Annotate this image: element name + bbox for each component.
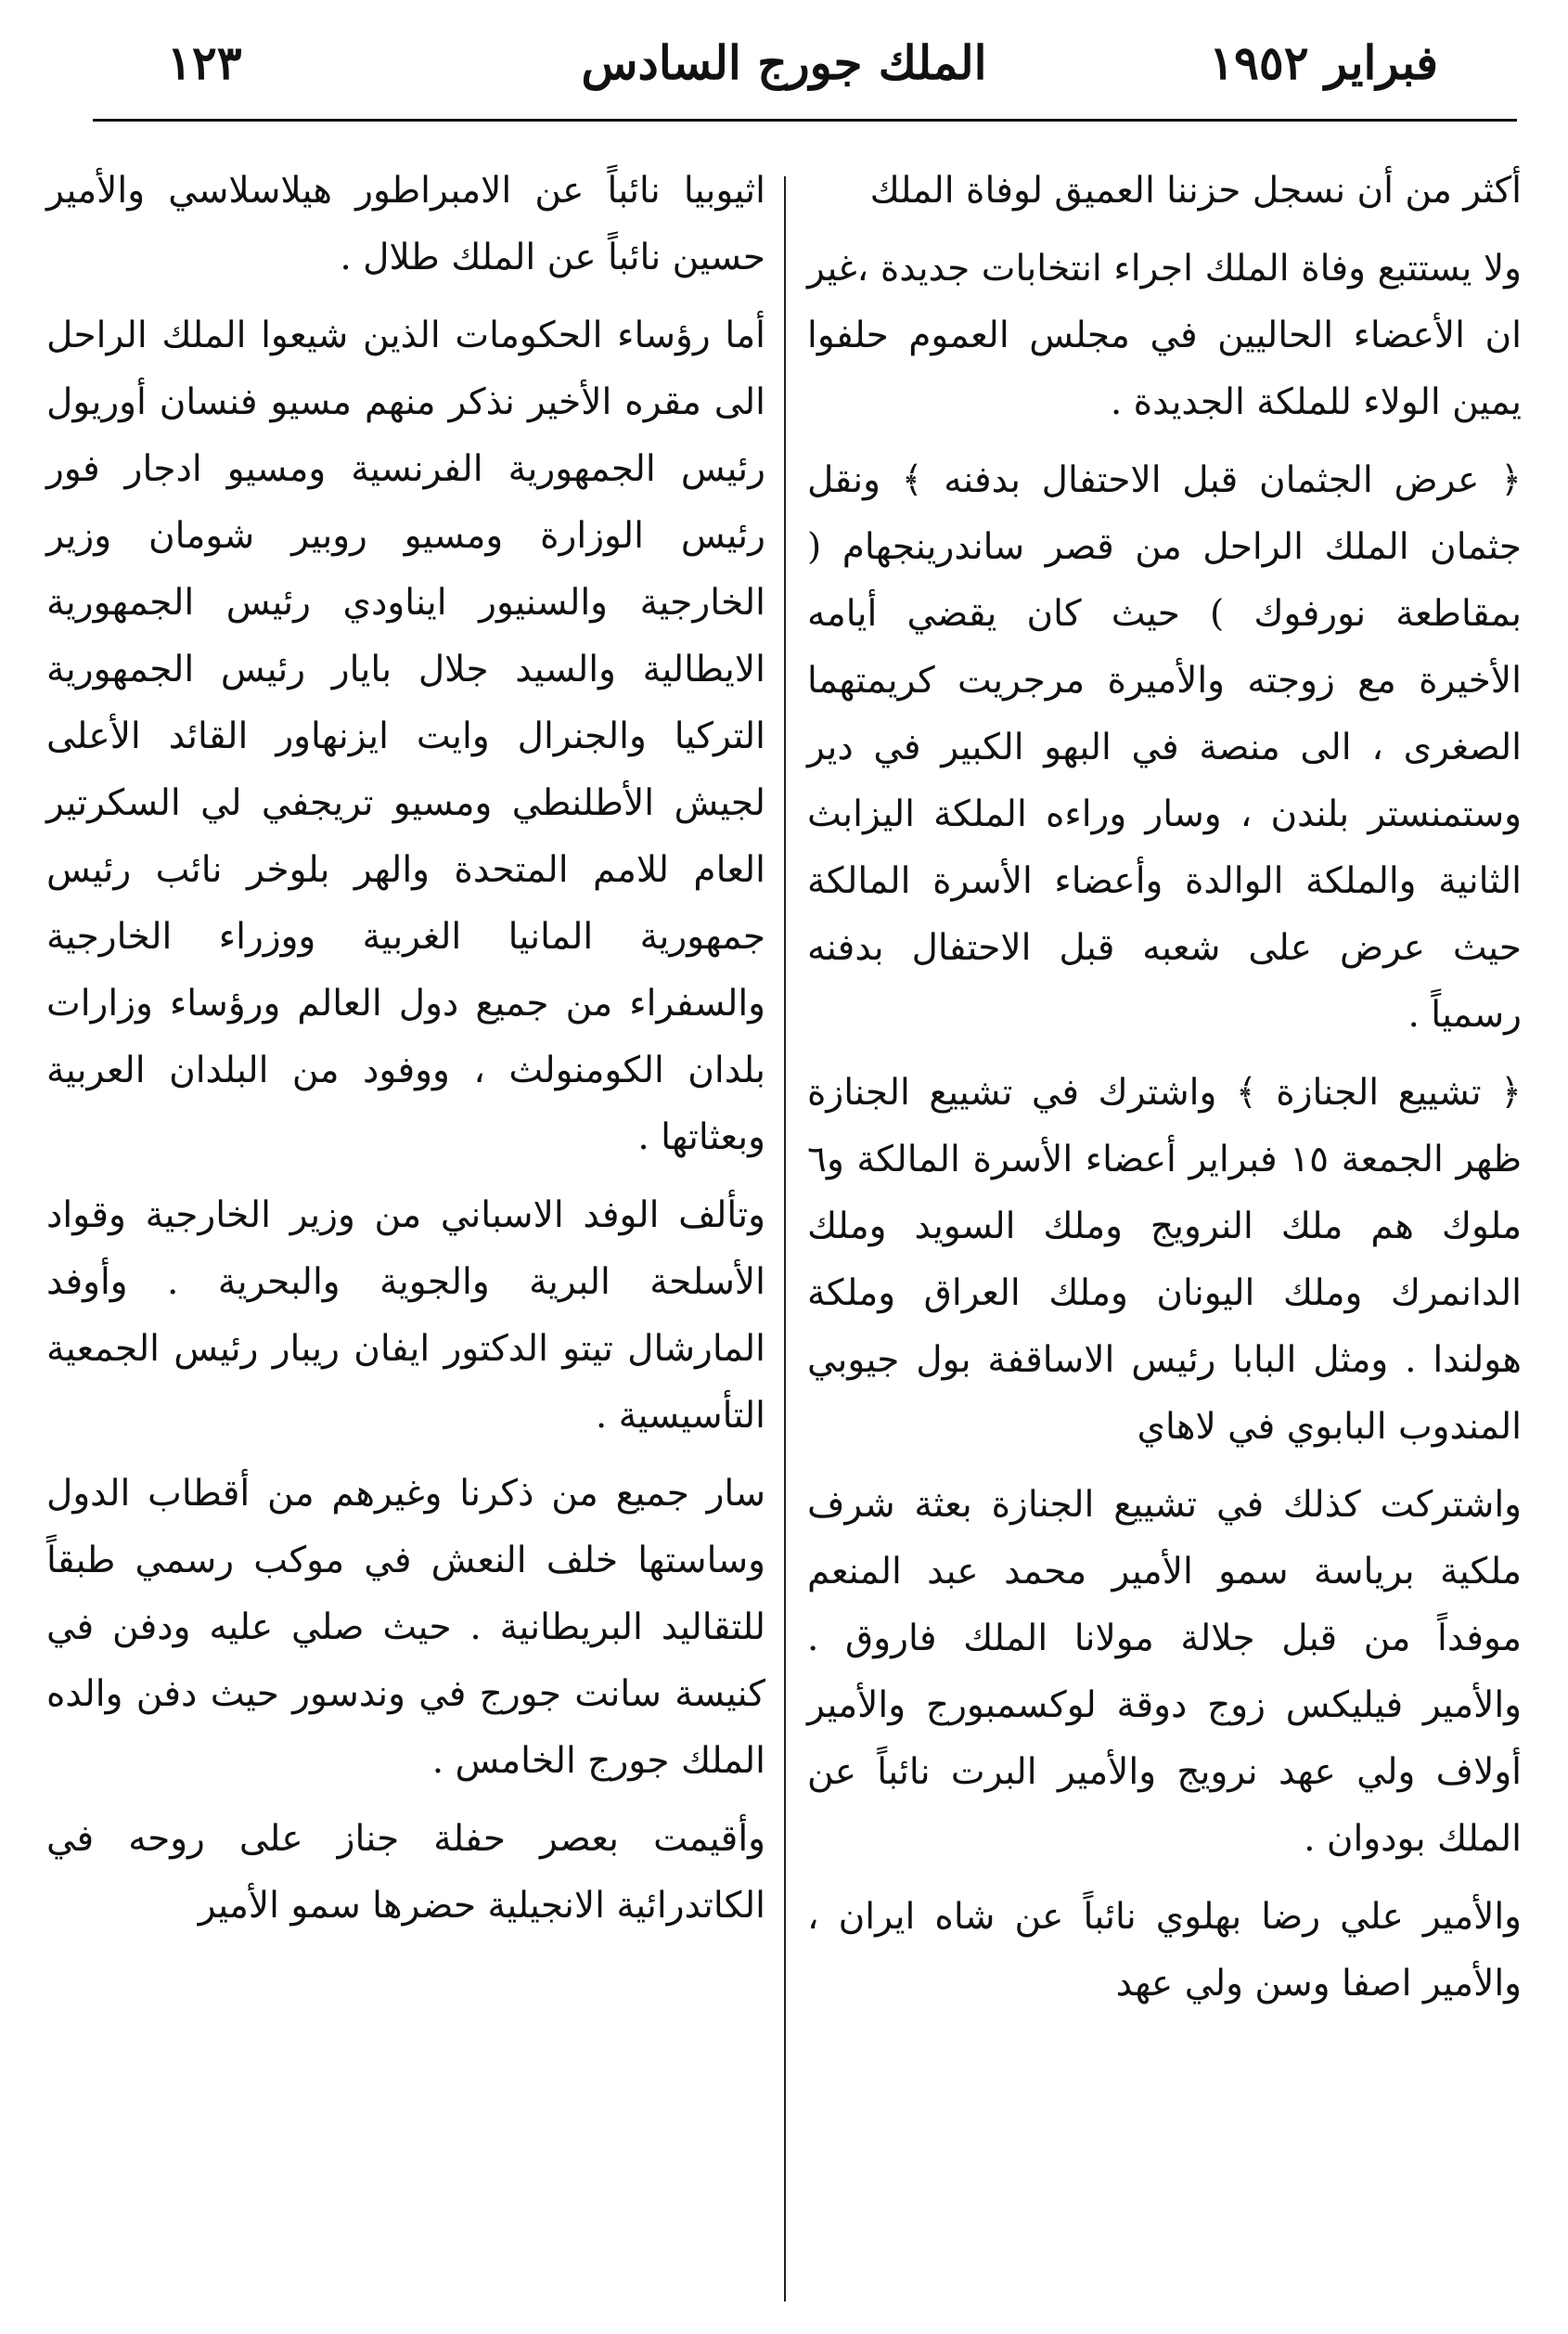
paragraph: وتألف الوفد الاسباني من وزير الخارجية وقواد الأسلحة البرية والجوية والبحرية . وأوفد المارشال تيتو الدكتور ايفان ريبار رئيس الجمعية التأسيسية . [46,1194,765,1437]
paragraph: أكثر من أن نسجل حزننا العميق لوفاة الملك [869,170,1522,212]
left-column [46,158,765,1951]
paragraph: سار جميع من ذكرنا وغيرهم من أقطاب الدول وساستها خلف النعش في موكب رسمي طبقاً للتقاليد البريطانية . حيث صلي عليه ودفن في كنيسة سانت جورج في وندسور حيث دفن والده الملك جورج الخامس . [46,1473,765,1782]
header-date: فبراير ١٩٥٢ [1209,35,1438,90]
paragraph: أما رؤساء الحكومات الذين شيعوا الملك الراحل الى مقره الأخير نذكر منهم مسيو فنسان أوريول رئيس الجمهورية الفرنسية ومسيو ادجار فور رئيس الوزارة ومسيو روبير شومان وزير الخارجية والسنيور ايناودي رئيس الجمهورية الايطالية والسيد جلال بايار رئيس الجمهورية التركيا والجنرال وايت ايزنهاور القائد الأعلى لجيش الأطلنطي ومسيو تريجفي لي السكرتير العام للامم المتحدة والهر بلوخر نائب رئيس جمهورية المانيا الغربية ووزراء الخارجية والسفراء من جميع دول العالم ورؤساء وزارات بلدان الكومنولث ، ووفود من البلدان العربية وبعثاتها . [46,315,765,1158]
column-divider [784,176,786,2302]
page-header [74,19,1494,102]
paragraph: ولا يستتبع وفاة الملك اجراء انتخابات جديدة ،غير ان الأعضاء الحاليين في مجلس العموم حلفوا يمين الولاء للملكة الجديدة . [807,248,1522,423]
paragraph: واشتركت كذلك في تشييع الجنازة بعثة شرف ملكية برياسة سمو الأمير محمد عبد المنعم موفداً من قبل جلالة مولانا الملك فاروق . والأمير فيليكس زوج دوقة لوكسمبورج والأمير أولاف ولي عهد نرويج والأمير البرت نائباً عن الملك بودوان . [807,1484,1522,1860]
paragraph: وأقيمت بعصر حفلة جناز على روحه في الكاتدرائية الانجيلية حضرها سمو الأمير [46,1818,765,1927]
right-column [807,158,1522,2029]
paragraph: والأمير علي رضا بهلوي نائباً عن شاه ايران ، والأمير اصفا وسن ولي عهد [807,1896,1522,2005]
paragraph: ﴿ عرض الجثمان قبل الاحتفال بدفنه ﴾ ونقل جثمان الملك الراحل من قصر ساندرينجهام ( بمقاطعة نورفوك ) حيث كان يقضي أيامه الأخيرة مع زوجته والأميرة مرجريت كريمتهما الصغرى ، الى منصة في البهو الكبير في دير وستمنستر بلندن ، وسار وراءه الملكة اليزابث الثانية والملكة الوالدة وأعضاء الأسرة المالكة حيث عرض على شعبه قبل الاحتفال بدفنه رسمياً . [807,459,1522,1036]
header-title: الملك جورج السادس [581,35,987,90]
paragraph: ﴿ تشييع الجنازة ﴾ واشترك في تشييع الجنازة ظهر الجمعة ١٥ فبراير أعضاء الأسرة المالكة و٦ ملوك هم ملك النرويج وملك السويد وملك الدانمرك وملك اليونان وملك العراق وملكة هولندا . ومثل البابا رئيس الاساقفة بول جيوبي المندوب البابوي في لاهاي [807,1072,1522,1448]
paragraph: اثيوبيا نائباً عن الامبراطور هيلاسلاسي والأمير حسين نائباً عن الملك طلال . [46,170,765,278]
header-divider [93,119,1517,122]
page-number: ١٢٣ [167,35,242,90]
